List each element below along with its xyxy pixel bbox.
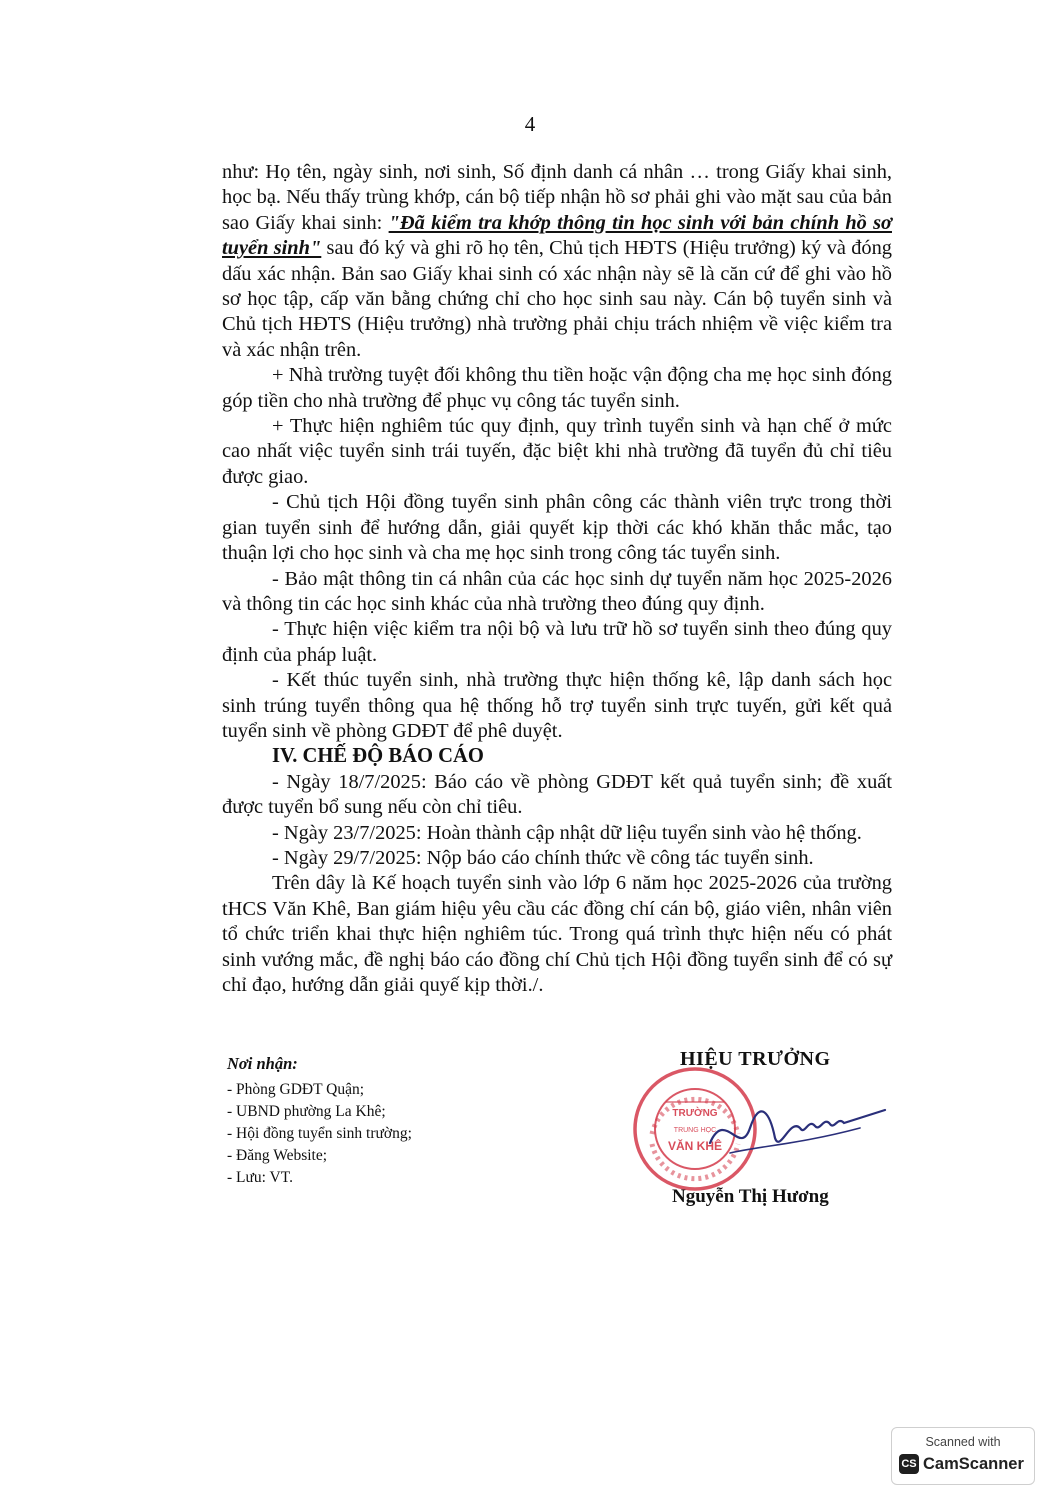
section-iv-heading: IV. CHẾ ĐỘ BÁO CÁO — [272, 745, 484, 768]
paragraph-no-fees: + Nhà trường tuyệt đối không thu tiền hoặc vận động cha mẹ học sinh đóng góp tiền cho nhà trường để phục vụ công tác tuyển sinh. — [222, 364, 892, 412]
svg-text:TRUNG HỌC: TRUNG HỌC — [673, 1127, 717, 1134]
recipients-block — [227, 1053, 412, 1189]
recipient-item: - Đăng Website; — [227, 1147, 328, 1164]
report-item: - Ngày 23/7/2025: Hoàn thành cập nhật dữ liệu tuyển sinh vào hệ thống. — [272, 821, 862, 844]
handwritten-signature-icon — [700, 1098, 890, 1168]
paragraph-conclusion: - Kết thúc tuyển sinh, nhà trường thực hiện thống kê, lập danh sách học sinh trúng tuyển thông qua hệ thống hỗ trợ tuyển sinh trực tuyến, gửi kết quả tuyển sinh về phòng GDĐT để phê duyệt. — [222, 669, 892, 742]
page-number: 4 — [524, 112, 536, 136]
recipient-item: - Lưu: VT. — [227, 1169, 293, 1186]
recipient-item: - Phòng GDĐT Quận; — [227, 1081, 365, 1098]
report-item: - Ngày 18/7/2025: Báo cáo về phòng GDĐT kết quả tuyển sinh; đề xuất được tuyển bổ sung nếu còn chỉ tiêu. — [222, 770, 892, 819]
svg-text:TRƯỜNG: TRƯỜNG — [672, 1108, 718, 1119]
report-item: - Ngày 29/7/2025: Nộp báo cáo chính thức về công tác tuyển sinh. — [272, 846, 814, 869]
paragraph-privacy: - Bảo mật thông tin cá nhân của các học sinh dự tuyển năm học 2025-2026 và thông tin các học sinh khác của nhà trường theo đúng quy định. — [222, 567, 892, 615]
verification-note: "Đã kiểm tra khớp thông tin học sinh với bản chính hồ sơ tuyển sinh" — [222, 211, 892, 260]
watermark-caption: Scanned with — [925, 1435, 1001, 1449]
paragraph-internal-audit: - Thực hiện việc kiểm tra nội bộ và lưu trữ hồ sơ tuyển sinh theo đúng quy định của pháp luật. — [222, 618, 892, 666]
svg-text:VĂN KHÊ: VĂN KHÊ — [667, 1139, 723, 1153]
paragraph-verification-tail: sau đó ký và ghi rõ họ tên, Chủ tịch HĐTS (Hiệu trưởng) ký và đóng dấu xác nhận. Bản sao Giấy khai sinh có xác nhận này sẽ là căn cứ để ghi vào hồ sơ học tập, cấp văn bằng chứng chỉ cho học sinh sau này. Cán bộ tuyển sinh và Chủ tịch HĐTS (Hiệu trưởng) nhà trường phải chịu trách nhiệm về việc kiểm tra và xác nhận trên. — [222, 237, 892, 361]
signer-title: HIỆU TRƯỞNG — [680, 1048, 831, 1070]
recipient-item: - UBND phường La Khê; — [227, 1103, 386, 1120]
camscanner-watermark — [891, 1427, 1035, 1485]
closing-paragraph: Trên dây là Kế hoạch tuyển sinh vào lớp 6 năm học 2025-2026 của trường tHCS Văn Khê, Ban giám hiệu yêu cầu các đồng chí cán bộ, giáo viên, nhân viên tổ chức triển khai thực hiện nghiêm túc. Trong quá trình thực hiện nếu có phát sinh vướng mắc, đề nghị báo cáo đồng chí Chủ tịch Hội đồng tuyển sinh để có sự chỉ đạo, hướng dẫn giải quyế kịp thời./. — [222, 872, 892, 996]
recipient-item: - Hội đồng tuyển sinh trường; — [227, 1125, 412, 1142]
recipients-title: Nơi nhận: — [227, 1054, 298, 1073]
paragraph-council-duty: - Chủ tịch Hội đồng tuyển sinh phân công các thành viên trực trong thời gian tuyển sinh để hướng dẫn, giải quyết kịp thời các khó khăn thắc mắc, tạo thuận lợi cho học sinh và cha mẹ học sinh trong công tác tuyển sinh. — [222, 491, 892, 565]
paragraph-regulations: + Thực hiện nghiêm túc quy định, quy trình tuyển sinh và hạn chế ở mức cao nhất việc tuyển sinh trái tuyến, đặc biệt khi nhà trường đã tuyển đủ chỉ tiêu được giao. — [222, 415, 892, 488]
document-body — [222, 160, 892, 998]
paragraph-verification — [222, 160, 892, 363]
camscanner-logo-icon: CS — [899, 1454, 919, 1474]
signer-name: Nguyễn Thị Hương — [672, 1186, 829, 1207]
signature-block — [630, 1048, 890, 1228]
paragraph-verification-lead: như: Họ tên, ngày sinh, nơi sinh, Số định danh cá nhân … trong Giấy khai sinh, học bạ. Nếu thấy trùng khớp, cán bộ tiếp nhận hồ sơ phải ghi vào mặt sau của bản sao Giấy khai sinh: — [222, 161, 892, 234]
watermark-brand: CamScanner — [923, 1454, 1024, 1473]
watermark-brand-row — [899, 1454, 1024, 1474]
